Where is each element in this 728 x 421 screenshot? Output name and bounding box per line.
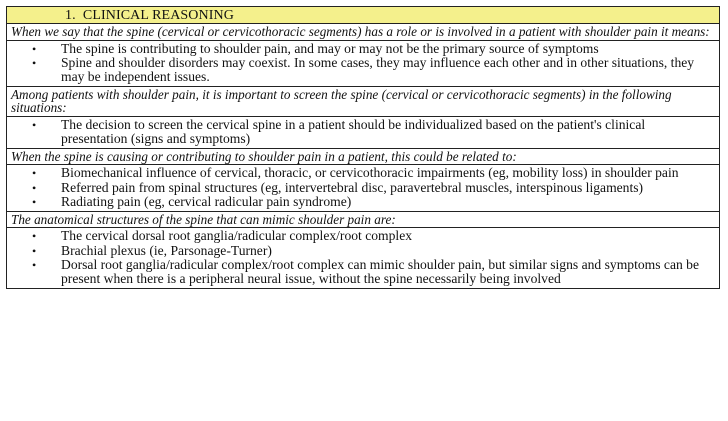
bullet-list [7, 42, 719, 85]
answer-row [7, 228, 719, 288]
bullet-icon: • [32, 56, 37, 70]
list-item [7, 244, 719, 258]
section-number: 1. [65, 8, 76, 23]
section-title: CLINICAL REASONING [82, 8, 234, 23]
list-item [7, 229, 719, 243]
question-text: The anatomical structures of the spine that can mimic shoulder pain are: [11, 211, 396, 227]
bullet-list [7, 166, 719, 209]
section-header [7, 7, 719, 24]
question-text: When we say that the spine (cervical or cervicothoracic segments) has a role or is involved in a patient with shoulder pain it means: [11, 24, 710, 39]
list-item [7, 258, 719, 287]
list-item-text: The cervical dorsal root ganglia/radicular complex/root complex [61, 228, 413, 244]
list-item-text: Biomechanical influence of cervical, thoracic, or cervicothoracic impairments (eg, mobility loss) in shoulder pain [61, 165, 679, 181]
list-item-text: Radiating pain (eg, cervical radicular pain syndrome) [61, 194, 352, 210]
list-item-text: Referred pain from spinal structures (eg, intervertebral disc, paravertebral muscles, interspinous ligaments) [61, 179, 644, 195]
question-row [7, 24, 719, 41]
bullet-icon: • [32, 41, 37, 56]
list-item-text: The spine is contributing to shoulder pain, and may or may not be the primary source of symptoms [61, 40, 599, 56]
list-item [7, 195, 719, 209]
bullet-list [7, 118, 719, 147]
list-item-text: The decision to screen the cervical spine in a patient should be individualized based on the patient's clinical presentation (signs and symptoms) [61, 117, 646, 147]
question-row [7, 149, 719, 166]
question-text: Among patients with shoulder pain, it is important to screen the spine (cervical or cervicothoracic segments) in the following situations: [11, 86, 672, 116]
list-item [7, 56, 719, 85]
list-item [7, 181, 719, 195]
answer-row [7, 41, 719, 87]
question-text: When the spine is causing or contributing to shoulder pain in a patient, this could be related to: [11, 148, 517, 164]
list-item [7, 42, 719, 56]
bullet-icon: • [32, 180, 37, 195]
question-row [7, 87, 719, 117]
list-item-text: Dorsal root ganglia/radicular complex/root complex can mimic shoulder pain, but similar signs and symptoms can be present when there is a peripheral neural issue, without the spine necessarily being involved [61, 257, 700, 287]
question-row [7, 212, 719, 229]
answer-row [7, 117, 719, 149]
bullet-icon: • [32, 166, 37, 181]
list-item-text: Spine and shoulder disorders may coexist. In some cases, they may influence each other and in other situations, they may be independent issues. [61, 55, 695, 85]
list-item [7, 118, 719, 147]
bullet-icon: • [32, 229, 37, 244]
bullet-icon: • [32, 258, 37, 273]
bullet-icon: • [32, 118, 37, 132]
bullet-list [7, 229, 719, 287]
bullet-icon: • [32, 243, 37, 258]
list-item [7, 166, 719, 180]
clinical-reasoning-table [6, 6, 720, 289]
bullet-icon: • [32, 195, 37, 210]
list-item-text: Brachial plexus (ie, Parsonage-Turner) [61, 242, 272, 258]
answer-row [7, 165, 719, 211]
